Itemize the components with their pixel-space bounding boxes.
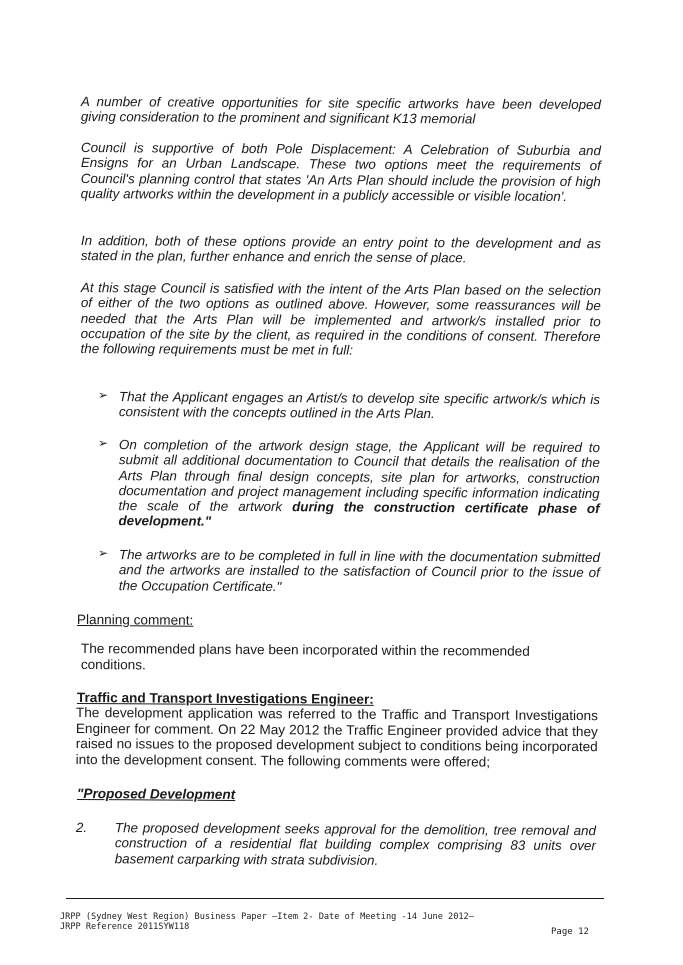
item-number: 2. — [75, 820, 88, 836]
bullet-text-plain: On completion of the artwork design stage, the Applicant will be required to submit all additional documentation to Council that details the realisation of the Arts Plan through final design concepts, site plan for artworks, construction documentation and project management including specific information indicating the scale of the artwork — [118, 437, 600, 515]
footer-divider — [66, 898, 604, 899]
paragraph-council-support: Council is supportive of both Pole Displacement: A Celebration of Suburbia and Ensigns for an Urban Landscape. These two options meet the requirements of Council's planning control that states 'An Arts Plan should include the provision of high quality artworks within the development in a publicly accessible or visible location'. — [80, 140, 601, 204]
arrow-bullet-icon: ➢ — [97, 387, 109, 403]
traffic-engineer-heading: Traffic and Transport Investigations Engineer: — [76, 690, 374, 707]
paragraph-entry-point: In addition, both of these options provide an entry point to the development and as stated in the plan, further enhance and enrich the sense of place. — [80, 233, 601, 266]
arrow-bullet-icon: ➢ — [97, 435, 109, 451]
bullet-item-design-stage — [99, 437, 600, 532]
arrow-bullet-icon: ➢ — [97, 545, 109, 561]
bullet-text: The artworks are to be completed in full in line with the documentation submitted and the artworks are installed to the satisfaction of Council prior to the issue of the Occupation Certificate." — [118, 547, 600, 594]
bullet-item-completion — [97, 545, 600, 596]
footer-meeting-info: JRPP (Sydney West Region) Business Paper –Item 2- Date of Meeting -14 June 2012– — [60, 912, 474, 922]
footer-reference: JRPP Reference 2011SYW118 — [60, 922, 190, 932]
paragraph-council-satisfied: At this stage Council is satisfied with the intent of the Arts Plan based on the selection of either of the two options as outlined above. However, some reassurances will be needed that the Arts Plan will be implemented and artwork/s installed prior to occupation of the site by the client, as required in the conditions of consent. Therefore the following requirements must be met in full: — [80, 280, 601, 358]
planning-comment-text: The recommended plans have been incorporated within the recommended conditions. — [80, 641, 530, 672]
proposed-development-heading: "Proposed Development — [76, 786, 236, 802]
page-number: Page 12 — [551, 927, 589, 937]
planning-comment-heading: Planning comment: — [76, 612, 194, 628]
proposed-development-item — [76, 820, 596, 869]
bullet-text: That the Applicant engages an Artist/s to develop site specific artwork/s which is consistent with the concepts outlined in the Arts Plan. — [118, 389, 600, 422]
bullet-text — [118, 437, 600, 532]
bullet-item-artist — [97, 387, 600, 423]
item-text: The proposed development seeks approval for the demolition, tree removal and construction of a residential flat building complex comprising 83 units over basement carparking with strata subdivision. — [114, 820, 596, 868]
paragraph-artwork-opportunities: A number of creative opportunities for site specific artworks have been developed giving consideration to the prominent and significant K13 memorial — [80, 94, 601, 127]
traffic-engineer-text: The development application was referred to the Traffic and Transport Investigations Engineer for comment. On 22 May 2012 the Traffic Engineer provided advice that they raised no issues to the proposed development subject to conditions being incorporated into the development consent. The following comments were offered; — [75, 705, 598, 770]
bullet-text-bold: during the construction certificate phase of development." — [118, 499, 600, 530]
